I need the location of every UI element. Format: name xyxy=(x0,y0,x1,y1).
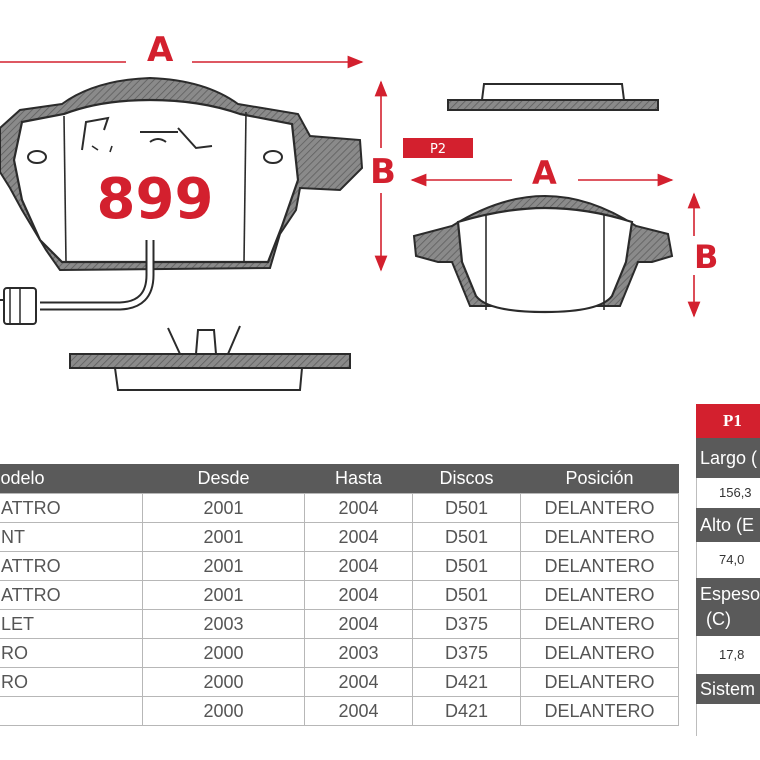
spec-title: P1 xyxy=(696,404,760,438)
cell-modelo xyxy=(0,697,143,726)
table-row xyxy=(0,552,679,581)
part-number: 899 xyxy=(96,167,214,232)
spec-sistema-label: Sistem xyxy=(696,674,760,704)
dim-b-label: B xyxy=(370,152,396,192)
cell-modelo: RO xyxy=(0,668,143,697)
spec-largo-value: 156,3 xyxy=(696,478,760,508)
spec-panel xyxy=(696,404,760,736)
table-row xyxy=(0,668,679,697)
cell-modelo: RO xyxy=(0,639,143,668)
spec-largo-label: Largo ( xyxy=(696,438,760,478)
cell-posicion: DELANTERO xyxy=(521,668,679,697)
cell-hasta: 2004 xyxy=(305,697,413,726)
dim-a2-label: A xyxy=(532,154,557,192)
cell-discos: D421 xyxy=(413,697,521,726)
col-header-posicion: Posición xyxy=(521,464,679,494)
cell-discos: D501 xyxy=(413,523,521,552)
cell-hasta: 2004 xyxy=(305,668,413,697)
spec-sistema-value xyxy=(696,704,760,736)
large-pad-side-backplate xyxy=(70,354,350,368)
cell-posicion: DELANTERO xyxy=(521,639,679,668)
spec-espesor-label xyxy=(696,578,760,636)
large-pad-side-friction xyxy=(115,368,302,390)
cell-desde: 2001 xyxy=(143,494,305,523)
table-row xyxy=(0,494,679,523)
spec-alto-label: Alto (E xyxy=(696,508,760,542)
col-header-hasta: Hasta xyxy=(305,464,413,494)
cell-posicion: DELANTERO xyxy=(521,581,679,610)
table-row xyxy=(0,697,679,726)
cell-discos: D375 xyxy=(413,610,521,639)
cell-posicion: DELANTERO xyxy=(521,494,679,523)
p2-label: P2 xyxy=(429,142,447,157)
small-pad-side-friction xyxy=(482,84,624,100)
cell-discos: D421 xyxy=(413,668,521,697)
cell-desde: 2001 xyxy=(143,581,305,610)
spec-espesor-value: 17,8 xyxy=(696,636,760,674)
pad-hole-right xyxy=(264,151,282,163)
col-header-modelo: odelo xyxy=(0,464,143,494)
cell-discos: D501 xyxy=(413,552,521,581)
cell-desde: 2001 xyxy=(143,523,305,552)
cell-hasta: 2004 xyxy=(305,610,413,639)
cell-hasta: 2004 xyxy=(305,581,413,610)
application-table xyxy=(0,464,679,726)
table-row xyxy=(0,523,679,552)
col-header-desde: Desde xyxy=(143,464,305,494)
cell-hasta: 2003 xyxy=(305,639,413,668)
cell-discos: D501 xyxy=(413,581,521,610)
spec-alto-value: 74,0 xyxy=(696,542,760,578)
col-header-discos: Discos xyxy=(413,464,521,494)
small-pad-side-backplate xyxy=(448,100,658,110)
cell-hasta: 2004 xyxy=(305,494,413,523)
cell-hasta: 2004 xyxy=(305,523,413,552)
cell-modelo: LET xyxy=(0,610,143,639)
cell-modelo: ATTRO xyxy=(0,581,143,610)
cell-posicion: DELANTERO xyxy=(521,552,679,581)
cell-desde: 2001 xyxy=(143,552,305,581)
table-row xyxy=(0,639,679,668)
cell-hasta: 2004 xyxy=(305,552,413,581)
dim-b2-label: B xyxy=(694,238,719,276)
cell-discos: D375 xyxy=(413,639,521,668)
spec-espesor-label-line2: (C) xyxy=(706,609,731,629)
dim-a-label: A xyxy=(147,30,174,70)
cell-desde: 2000 xyxy=(143,697,305,726)
pad-hole-left xyxy=(28,151,46,163)
cell-modelo: ATTRO xyxy=(0,494,143,523)
table-row xyxy=(0,581,679,610)
cell-discos: D501 xyxy=(413,494,521,523)
cell-modelo: NT xyxy=(0,523,143,552)
cell-desde: 2003 xyxy=(143,610,305,639)
cell-posicion: DELANTERO xyxy=(521,697,679,726)
small-pad-friction-face xyxy=(458,208,632,312)
cell-posicion: DELANTERO xyxy=(521,523,679,552)
cell-posicion: DELANTERO xyxy=(521,610,679,639)
spec-espesor-label-line1: Espeso xyxy=(700,584,760,604)
table-row xyxy=(0,610,679,639)
cell-desde: 2000 xyxy=(143,668,305,697)
table-header-row xyxy=(0,464,679,494)
cell-modelo: ATTRO xyxy=(0,552,143,581)
cell-desde: 2000 xyxy=(143,639,305,668)
